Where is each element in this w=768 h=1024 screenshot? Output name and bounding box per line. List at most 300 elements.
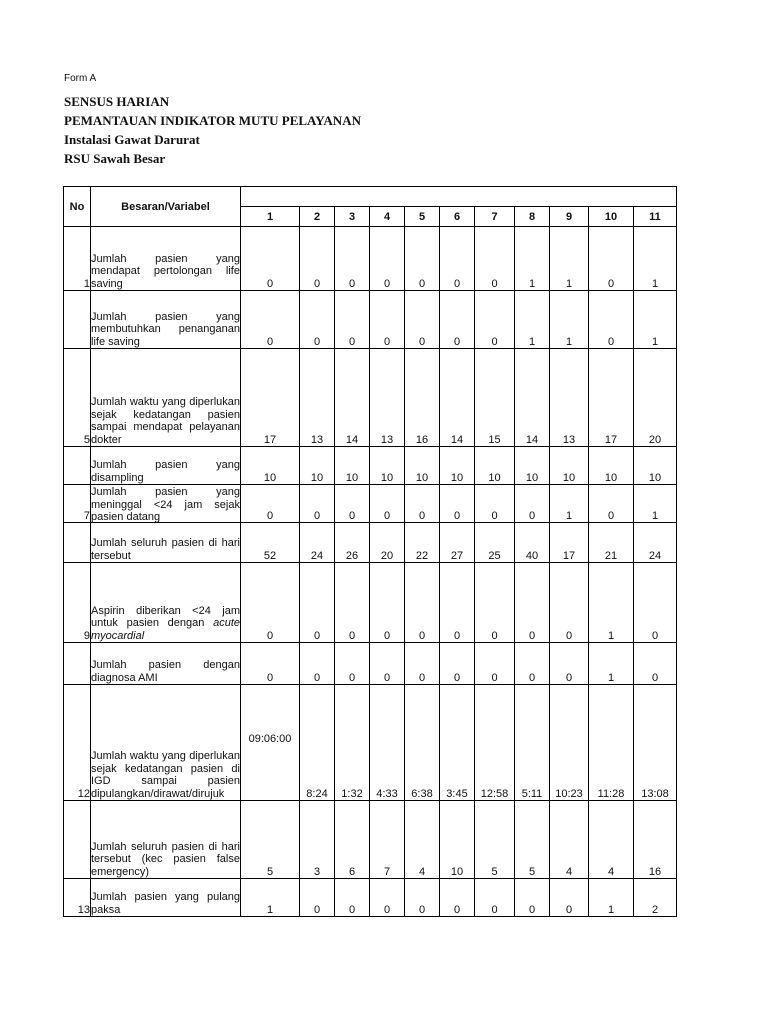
row-variable — [91, 801, 241, 879]
value-cell — [300, 447, 335, 485]
value-text: 10 — [345, 472, 359, 484]
value-text: 0 — [383, 336, 391, 348]
value-cell — [335, 685, 370, 801]
value-text: 0 — [565, 672, 573, 684]
value-text: 10 — [450, 472, 464, 484]
value-cell — [241, 801, 300, 879]
value-cell — [241, 447, 300, 485]
row-number: 13 — [64, 879, 91, 917]
value-text: 1 — [565, 278, 573, 290]
value-cell — [589, 685, 634, 801]
table-row — [64, 563, 677, 643]
variable-text: Jumlah pasien yang meninggal <24 jam sejak pasien datang — [91, 486, 240, 522]
value-cell — [241, 349, 300, 447]
value-cell — [370, 801, 405, 879]
value-text: 0 — [528, 630, 536, 642]
value-cell — [589, 349, 634, 447]
value-cell — [370, 227, 405, 291]
value-text: 0 — [348, 630, 356, 642]
day-header: 8 — [515, 207, 550, 227]
value-text: 10 — [562, 472, 576, 484]
value-cell-top: 09:06:00 — [248, 733, 292, 745]
value-cell — [550, 563, 589, 643]
value-text: 0 — [383, 630, 391, 642]
value-cell — [370, 447, 405, 485]
value-text: 1 — [528, 278, 536, 290]
value-cell — [370, 879, 405, 917]
form-label: Form A — [64, 73, 97, 84]
row-variable — [91, 685, 241, 801]
value-cell — [335, 447, 370, 485]
value-cell — [475, 349, 515, 447]
value-text: 0 — [383, 278, 391, 290]
value-cell — [405, 879, 440, 917]
value-cell — [241, 879, 300, 917]
value-cell — [475, 291, 515, 349]
variable-italic-text: acute myocardial — [91, 617, 240, 642]
row-number: 5 — [64, 349, 91, 447]
value-text: 0 — [491, 336, 498, 348]
value-cell — [475, 227, 515, 291]
value-text: 17 — [604, 434, 618, 446]
variable-text: Jumlah waktu yang diperlukan sejak kedatangan pasien sampai mendapat pelayanan dokter — [91, 396, 240, 446]
value-cell — [634, 643, 677, 685]
value-text: 1 — [565, 510, 573, 522]
value-cell — [475, 447, 515, 485]
table-row — [64, 685, 677, 801]
value-text: 0 — [383, 904, 391, 916]
value-text: 13 — [310, 434, 324, 446]
value-text: 10 — [525, 472, 539, 484]
row-number — [64, 523, 91, 563]
header-blank — [241, 187, 677, 207]
row-number: 9 — [64, 563, 91, 643]
value-cell — [241, 643, 300, 685]
value-text: 10 — [450, 866, 464, 878]
value-cell — [370, 291, 405, 349]
value-cell — [550, 349, 589, 447]
value-text: 10 — [310, 472, 324, 484]
table-row — [64, 485, 677, 523]
value-text: 0 — [565, 630, 573, 642]
value-text: 5 — [528, 866, 536, 878]
value-text: 6:38 — [411, 788, 433, 800]
row-number — [64, 801, 91, 879]
value-cell — [550, 447, 589, 485]
value-text: 0 — [453, 630, 461, 642]
value-cell — [589, 291, 634, 349]
variable-text: Jumlah pasien yang mendapat pertolongan life saving — [91, 252, 240, 290]
value-text: 16 — [648, 866, 662, 878]
value-text: 0 — [348, 904, 356, 916]
value-cell — [370, 349, 405, 447]
value-text: 4 — [565, 866, 573, 878]
table-row — [64, 447, 677, 485]
value-text: 0 — [607, 336, 615, 348]
value-cell — [589, 563, 634, 643]
row-number — [64, 643, 91, 685]
value-cell — [440, 523, 475, 563]
day-header: 3 — [335, 207, 370, 227]
value-text: 0 — [607, 278, 615, 290]
value-cell — [550, 227, 589, 291]
value-text: 1 — [607, 904, 615, 916]
value-cell — [550, 291, 589, 349]
table-row — [64, 643, 677, 685]
value-cell — [440, 563, 475, 643]
value-text: 0 — [528, 904, 536, 916]
value-text: 20 — [648, 434, 662, 446]
header-variable: Besaran/Variabel — [91, 187, 241, 227]
value-cell — [241, 291, 300, 349]
value-cell — [440, 685, 475, 801]
value-text: 52 — [263, 550, 277, 562]
value-text: 0 — [651, 630, 659, 642]
value-cell — [335, 801, 370, 879]
value-cell — [241, 227, 300, 291]
value-cell — [515, 485, 550, 523]
table-row — [64, 291, 677, 349]
value-text: 0 — [313, 630, 321, 642]
value-cell — [589, 523, 634, 563]
value-cell — [475, 801, 515, 879]
value-cell — [405, 523, 440, 563]
value-cell — [634, 447, 677, 485]
row-variable — [91, 227, 241, 291]
value-text: 1 — [607, 672, 615, 684]
value-cell — [550, 485, 589, 523]
value-text: 1 — [651, 510, 659, 522]
table-row — [64, 879, 677, 917]
value-text: 0 — [453, 336, 461, 348]
value-cell — [475, 563, 515, 643]
variable-text: Jumlah waktu yang diperlukan sejak kedatangan pasien di IGD sampai pasien dipulangkan/dirawat/dirujuk — [91, 750, 240, 800]
value-text: 0 — [491, 672, 498, 684]
value-cell — [335, 879, 370, 917]
value-text: 0 — [313, 278, 321, 290]
row-variable — [91, 291, 241, 349]
value-text: 7 — [383, 866, 391, 878]
value-cell — [550, 643, 589, 685]
variable-text: Jumlah pasien dengan diagnosa AMI — [91, 659, 240, 684]
value-text: 0 — [453, 904, 461, 916]
value-cell — [550, 523, 589, 563]
row-number — [64, 291, 91, 349]
value-text: 13 — [562, 434, 576, 446]
value-text: 0 — [313, 672, 321, 684]
value-cell — [515, 227, 550, 291]
day-header: 4 — [370, 207, 405, 227]
value-cell — [241, 523, 300, 563]
value-text: 0 — [266, 336, 274, 348]
value-text: 0 — [348, 278, 356, 290]
row-number: 12 — [64, 685, 91, 801]
value-cell — [241, 485, 300, 523]
value-text: 0 — [266, 278, 274, 290]
value-cell — [440, 485, 475, 523]
value-text: 0 — [383, 510, 391, 522]
value-text: 10 — [648, 472, 662, 484]
value-text: 17 — [263, 434, 277, 446]
value-cell — [405, 485, 440, 523]
value-text: 0 — [651, 672, 659, 684]
value-text: 1:32 — [341, 788, 363, 800]
value-cell — [634, 801, 677, 879]
value-cell — [405, 685, 440, 801]
value-cell — [634, 563, 677, 643]
value-text: 6 — [348, 866, 356, 878]
value-cell — [300, 349, 335, 447]
value-text: 14 — [525, 434, 539, 446]
value-text: 22 — [415, 550, 429, 562]
value-text: 0 — [383, 672, 391, 684]
value-cell — [515, 349, 550, 447]
value-cell — [440, 291, 475, 349]
day-header: 5 — [405, 207, 440, 227]
value-cell — [440, 227, 475, 291]
row-variable — [91, 643, 241, 685]
value-text: 10 — [488, 472, 501, 484]
value-text: 24 — [310, 550, 324, 562]
value-text: 10 — [263, 472, 277, 484]
value-text: 16 — [415, 434, 429, 446]
value-text: 5:11 — [521, 788, 543, 800]
value-cell — [634, 291, 677, 349]
value-cell — [405, 563, 440, 643]
value-text: 2 — [651, 904, 659, 916]
value-cell — [370, 563, 405, 643]
value-text: 12:58 — [480, 788, 509, 800]
day-header: 7 — [475, 207, 515, 227]
value-text: 15 — [488, 434, 501, 446]
value-text: 1 — [607, 630, 615, 642]
value-cell — [515, 447, 550, 485]
value-text: 14 — [450, 434, 464, 446]
value-text: 8:24 — [306, 788, 328, 800]
value-cell — [515, 801, 550, 879]
value-text: 10 — [415, 472, 429, 484]
value-text: 10 — [604, 472, 618, 484]
value-cell — [589, 227, 634, 291]
value-cell — [300, 227, 335, 291]
value-cell — [634, 485, 677, 523]
value-cell — [241, 563, 300, 643]
heading-unit: Instalasi Gawat Darurat — [64, 132, 200, 147]
row-number — [64, 447, 91, 485]
value-cell — [475, 685, 515, 801]
value-text: 0 — [313, 904, 321, 916]
value-text: 0 — [418, 510, 426, 522]
value-text: 0 — [491, 278, 498, 290]
value-cell — [634, 349, 677, 447]
day-header: 11 — [634, 207, 677, 227]
value-text: 0 — [607, 510, 615, 522]
value-text: 14 — [345, 434, 359, 446]
row-variable — [91, 523, 241, 563]
value-cell — [335, 349, 370, 447]
value-cell — [405, 643, 440, 685]
value-cell — [515, 523, 550, 563]
day-header: 10 — [589, 207, 634, 227]
row-variable — [91, 485, 241, 523]
value-cell — [405, 227, 440, 291]
value-text: 4 — [607, 866, 615, 878]
value-text: 0 — [491, 904, 498, 916]
value-text: 0 — [266, 630, 274, 642]
value-cell — [300, 685, 335, 801]
value-text: 1 — [651, 278, 659, 290]
value-text: 26 — [345, 550, 359, 562]
value-cell — [589, 643, 634, 685]
value-text: 0 — [491, 510, 498, 522]
table-row — [64, 523, 677, 563]
value-cell — [300, 523, 335, 563]
value-text: 0 — [418, 336, 426, 348]
value-cell — [515, 563, 550, 643]
value-text: 11:28 — [597, 788, 625, 800]
day-header: 6 — [440, 207, 475, 227]
value-text: 5 — [266, 866, 274, 878]
day-header: 1 — [241, 207, 300, 227]
value-cell — [370, 523, 405, 563]
value-text: 0 — [565, 904, 573, 916]
row-variable — [91, 447, 241, 485]
table-row — [64, 349, 677, 447]
header-no: No — [64, 187, 91, 227]
row-variable — [91, 879, 241, 917]
value-cell — [300, 291, 335, 349]
variable-text: Jumlah seluruh pasien di hari tersebut — [91, 537, 240, 562]
value-cell — [405, 801, 440, 879]
value-cell — [515, 643, 550, 685]
value-cell — [335, 227, 370, 291]
value-text: 3 — [313, 866, 321, 878]
value-text: 25 — [488, 550, 501, 562]
value-text: 0 — [418, 672, 426, 684]
value-cell — [589, 447, 634, 485]
value-text: 1 — [266, 904, 274, 916]
value-cell — [550, 801, 589, 879]
row-number: 1 — [64, 227, 91, 291]
value-text: 0 — [348, 336, 356, 348]
value-cell — [589, 485, 634, 523]
variable-text: Jumlah seluruh pasien di hari tersebut (kec pasien false emergency) — [91, 840, 240, 878]
value-text: 0 — [266, 510, 274, 522]
value-cell — [634, 685, 677, 801]
value-cell — [515, 291, 550, 349]
value-text: 0 — [418, 630, 426, 642]
value-cell — [370, 485, 405, 523]
variable-text: Jumlah pasien yang disampling — [91, 459, 240, 484]
value-cell — [475, 879, 515, 917]
value-text: 13:08 — [641, 788, 669, 800]
value-cell — [335, 291, 370, 349]
value-cell — [440, 801, 475, 879]
value-cell — [300, 643, 335, 685]
value-cell — [440, 447, 475, 485]
value-cell — [440, 349, 475, 447]
value-text: 4 — [418, 866, 426, 878]
value-cell — [634, 227, 677, 291]
value-cell — [589, 801, 634, 879]
value-text: 20 — [380, 550, 394, 562]
value-cell — [440, 879, 475, 917]
value-text: 0 — [418, 904, 426, 916]
value-text: 17 — [562, 550, 576, 562]
row-variable — [91, 349, 241, 447]
value-cell — [300, 485, 335, 523]
row-number: 7 — [64, 485, 91, 523]
variable-text: Jumlah pasien yang membutuhkan penanganan life saving — [91, 310, 240, 348]
value-cell — [515, 685, 550, 801]
value-text: 21 — [604, 550, 618, 562]
value-text: 1 — [565, 336, 573, 348]
value-cell — [475, 485, 515, 523]
value-text: 13 — [380, 434, 394, 446]
row-variable — [91, 563, 241, 643]
header-row — [64, 187, 677, 207]
value-cell — [335, 643, 370, 685]
value-text: 0 — [453, 672, 461, 684]
value-text: 0 — [313, 510, 321, 522]
value-text: 40 — [525, 550, 539, 562]
value-cell — [475, 643, 515, 685]
day-header: 9 — [550, 207, 589, 227]
value-cell — [405, 349, 440, 447]
value-cell — [335, 563, 370, 643]
value-text: 0 — [266, 672, 274, 684]
value-cell — [335, 485, 370, 523]
value-text: 0 — [491, 630, 498, 642]
value-text: 0 — [528, 510, 536, 522]
value-text: 5 — [491, 866, 498, 878]
value-cell — [300, 879, 335, 917]
variable-text: Jumlah pasien yang pulang paksa — [91, 891, 240, 916]
value-cell — [440, 643, 475, 685]
value-cell — [300, 801, 335, 879]
value-text: 0 — [418, 278, 426, 290]
heading-title: SENSUS HARIAN — [64, 94, 170, 109]
value-cell — [300, 563, 335, 643]
value-cell — [634, 523, 677, 563]
variable-text: Aspirin diberikan <24 jam untuk pasien dengan — [91, 604, 240, 629]
day-header: 2 — [300, 207, 335, 227]
value-text: 4:33 — [376, 788, 398, 800]
value-cell — [475, 523, 515, 563]
value-text: 0 — [348, 672, 356, 684]
value-cell — [589, 879, 634, 917]
value-text: 0 — [528, 672, 536, 684]
table-row — [64, 227, 677, 291]
heading-hospital: RSU Sawah Besar — [64, 151, 166, 166]
value-cell — [550, 879, 589, 917]
value-text: 3:45 — [446, 788, 468, 800]
value-text: 27 — [450, 550, 464, 562]
value-cell — [515, 879, 550, 917]
value-text: 10 — [380, 472, 394, 484]
value-text: 0 — [453, 278, 461, 290]
heading-subtitle: PEMANTAUAN INDIKATOR MUTU PELAYANAN — [64, 113, 361, 128]
value-cell — [370, 685, 405, 801]
value-cell — [335, 523, 370, 563]
value-text: 0 — [313, 336, 321, 348]
table-row — [64, 801, 677, 879]
value-text: 1 — [528, 336, 536, 348]
value-cell — [634, 879, 677, 917]
value-cell — [405, 447, 440, 485]
value-text: 1 — [651, 336, 659, 348]
value-text: 10:23 — [555, 788, 583, 800]
